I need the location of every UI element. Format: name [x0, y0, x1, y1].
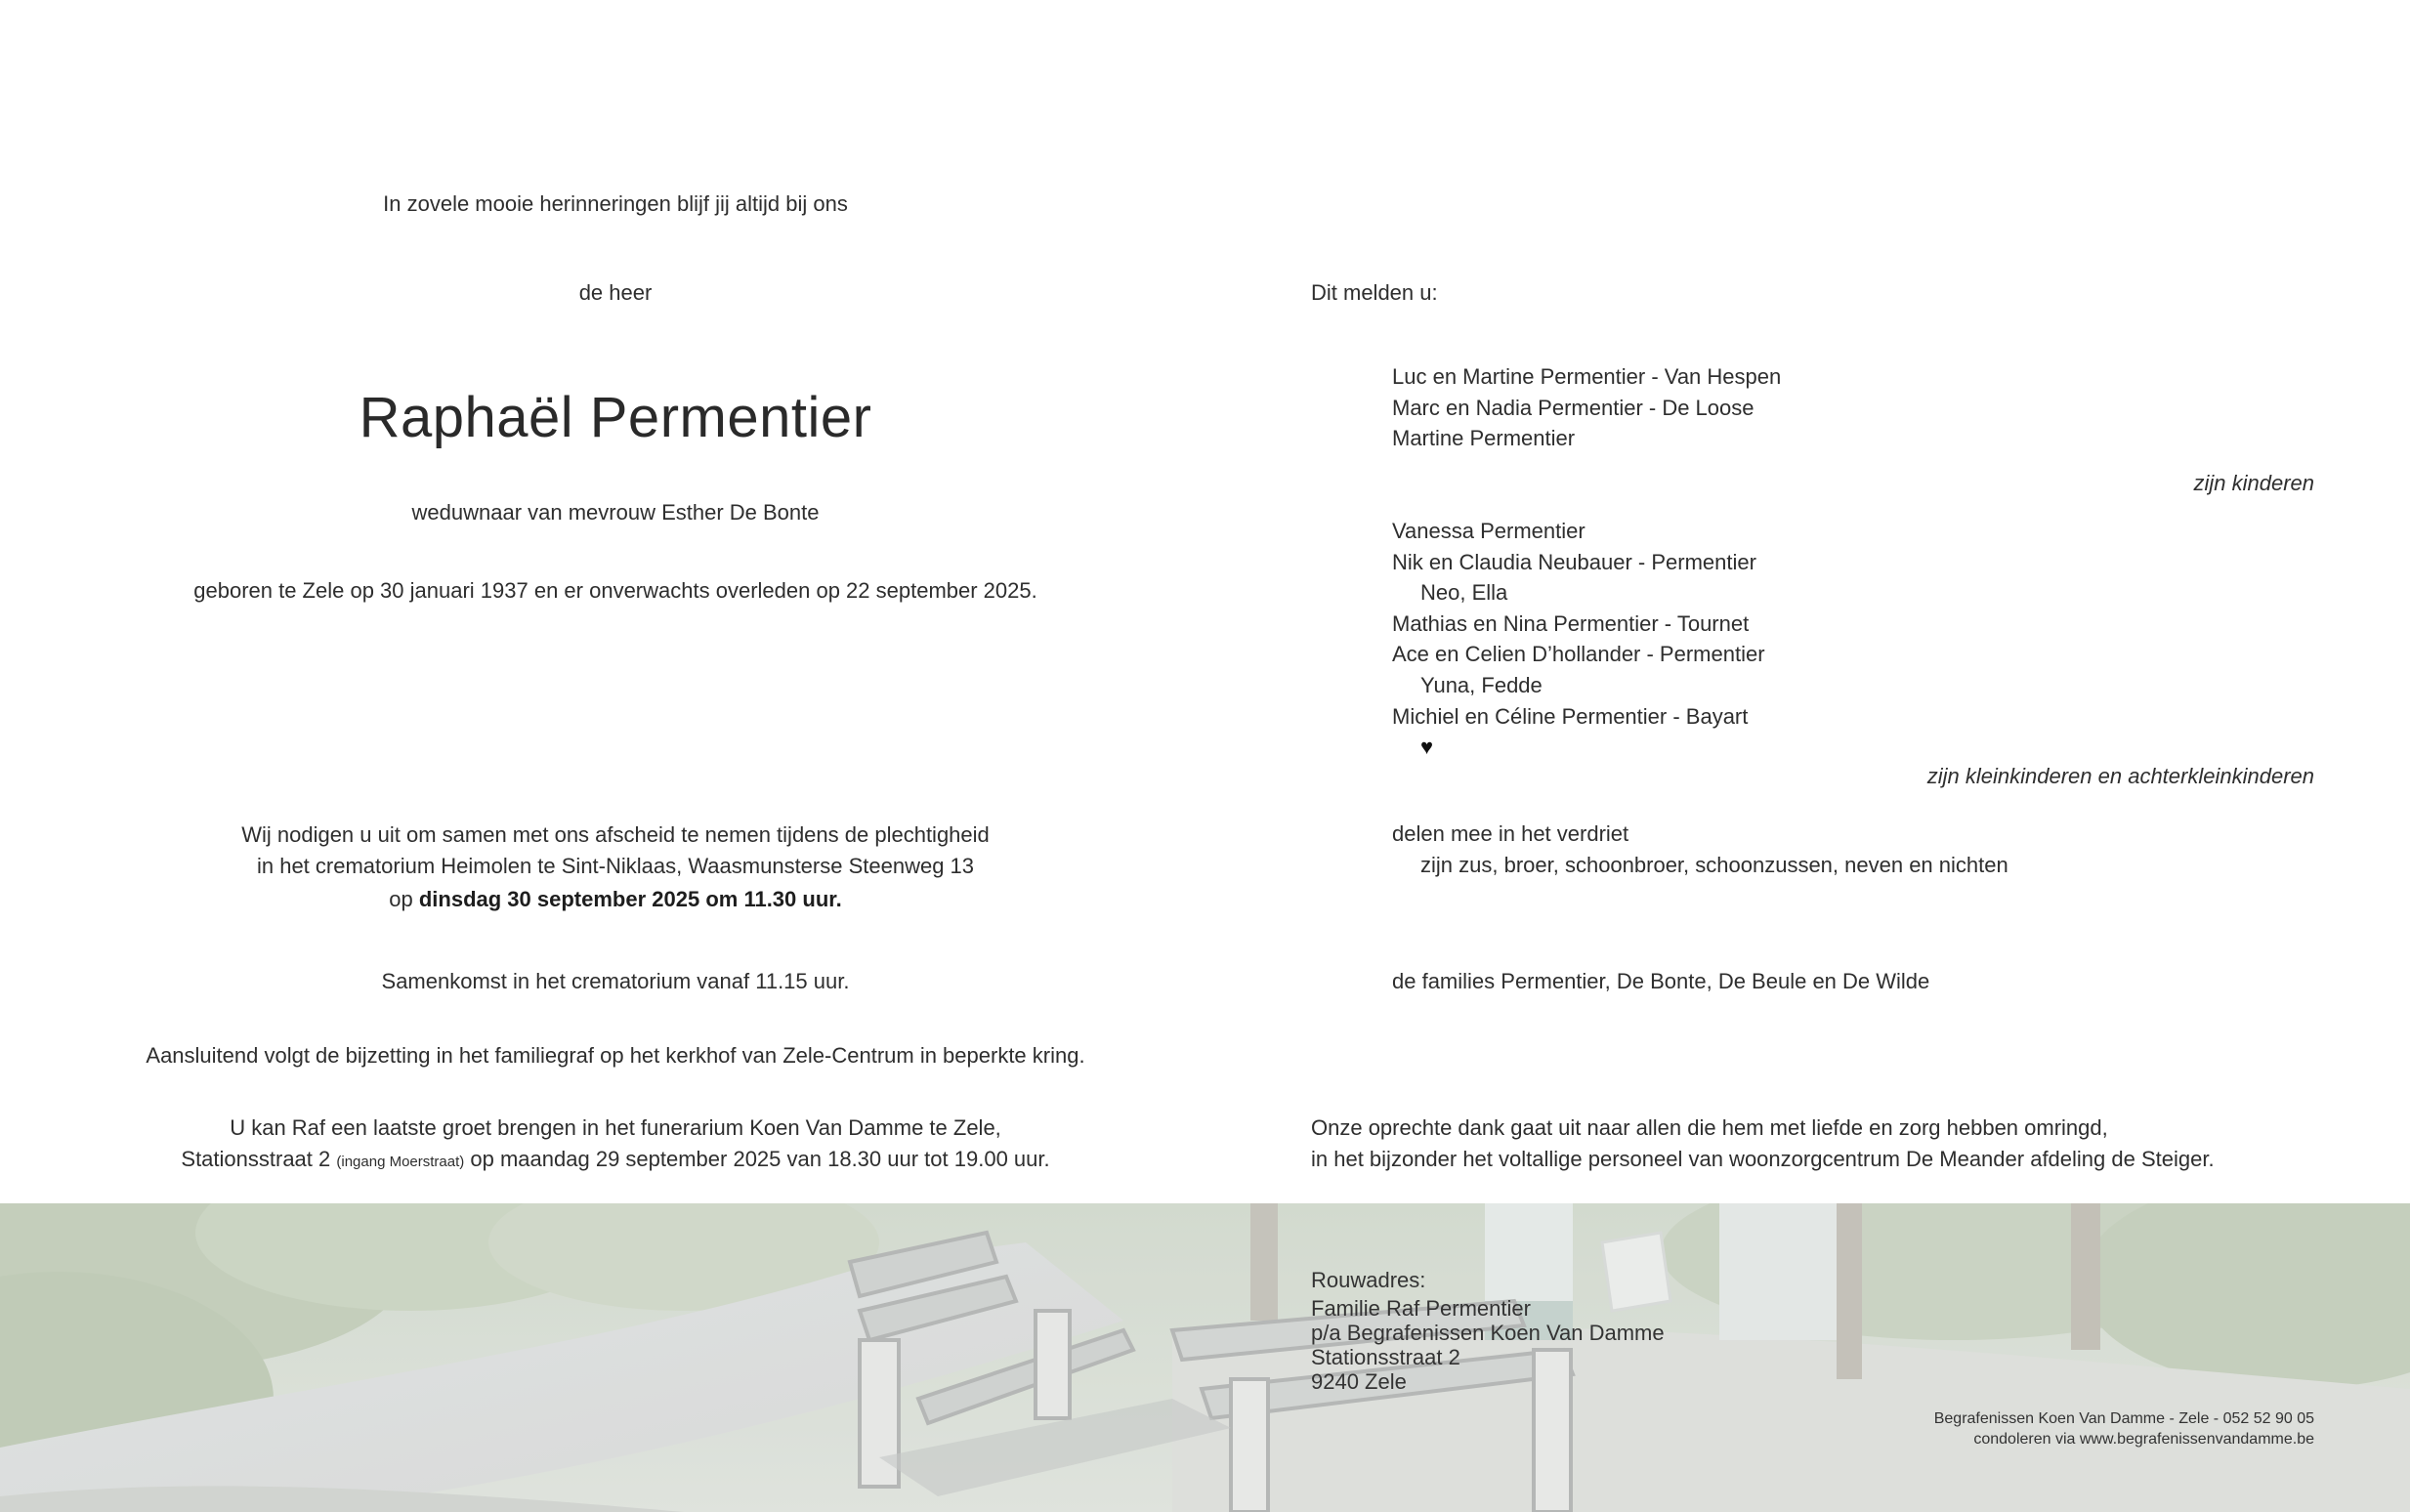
address-line: 9240 Zele — [1311, 1369, 1407, 1394]
grandchildren-label: zijn kleinkinderen en achterkleinkinderen — [1926, 764, 2314, 788]
great-grandchild-entry: Neo, Ella — [1420, 580, 1508, 606]
burial-line: Aansluitend volgt de bijzetting in het familiegraf op het kerkhof van Zele-Centrum in beperkte kring. — [146, 1043, 1085, 1068]
child-name: Marc en Nadia Permentier - De Loose — [1392, 395, 1755, 420]
park-bench-photo — [0, 1203, 2410, 1512]
condolence-link[interactable]: condoleren via www.begrafenissenvandamme.be — [1973, 1431, 2314, 1448]
salutation: de heer — [578, 280, 653, 305]
grandchild-entry: Mathias en Nina Permentier - Tournet — [1392, 610, 1750, 636]
great-grandchild-entry: Yuna, Fedde — [1420, 672, 1543, 697]
invite-prefix: op — [389, 887, 419, 911]
invite-line-3 — [0, 887, 1231, 912]
visit-time: op maandag 29 september 2025 van 18.30 uur tot 19.00 uur. — [464, 1147, 1050, 1171]
thanks-line-2: in het bijzonder het voltallige personeel van woonzorgcentrum De Meander afdeling de Steiger. — [1311, 1147, 2215, 1171]
grandchild-entry: Michiel en Céline Permentier - Bayart — [1392, 703, 1749, 729]
address-line: p/a Begrafenissen Koen Van Damme — [1311, 1321, 1665, 1345]
children-list — [1392, 361, 1781, 454]
child-name: Luc en Martine Permentier - Van Hespen — [1392, 364, 1782, 389]
visit-entrance-note: (ingang Moerstraat) — [336, 1154, 465, 1170]
gathering-line: Samenkomst in het crematorium vanaf 11.15 uur. — [381, 969, 850, 993]
visit-address: Stationsstraat 2 — [181, 1147, 337, 1171]
address-line: Familie Raf Permentier — [1311, 1296, 1531, 1321]
families-line: de families Permentier, De Bonte, De Beule en De Wilde — [1392, 969, 1930, 993]
heart-icon: ♥ — [1420, 735, 1434, 760]
announce-heading: Dit melden u: — [1311, 280, 1438, 305]
address-line: Stationsstraat 2 — [1311, 1345, 1460, 1369]
grandchildren-list — [1392, 516, 1765, 763]
thanks-line-1: Onze oprechte dank gaat uit naar allen die hem met liefde en zorg hebben omringd, — [1311, 1115, 2108, 1140]
address-label: Rouwadres: — [1311, 1268, 1426, 1292]
deceased-name: Raphaël Permentier — [359, 386, 872, 449]
widower-line: weduwnaar van mevrouw Esther De Bonte — [411, 500, 820, 525]
motto: In zovele mooie herinneringen blijf jij altijd bij ons — [383, 191, 848, 216]
grandchild-entry: Nik en Claudia Neubauer - Permentier — [1392, 549, 1756, 574]
sharing-line: delen mee in het verdriet — [1392, 821, 1629, 846]
invite-line-2: in het crematorium Heimolen te Sint-Niklaas, Waasmunsterse Steenweg 13 — [256, 854, 975, 878]
grandchild-entry: Vanessa Permentier — [1392, 519, 1586, 543]
ceremony-datetime: dinsdag 30 september 2025 om 11.30 uur. — [418, 887, 842, 911]
mourning-address — [1311, 1268, 1665, 1394]
invite-line-1: Wij nodigen u uit om samen met ons afscheid te nemen tijdens de plechtigheid — [241, 822, 990, 847]
grandchild-entry: Ace en Celien D’hollander - Permentier — [1392, 642, 1765, 667]
visit-line-1: U kan Raf een laatste groet brengen in het funerarium Koen Van Damme te Zele, — [230, 1115, 1001, 1140]
funeral-home-info — [1934, 1408, 2314, 1449]
birth-death-line: geboren te Zele op 30 januari 1937 en er onverwachts overleden op 22 september 2025. — [193, 578, 1037, 603]
children-label: zijn kinderen — [2193, 471, 2314, 495]
child-name: Martine Permentier — [1392, 426, 1576, 450]
visit-line-2 — [0, 1147, 1231, 1172]
funeral-home-contact: Begrafenissen Koen Van Damme - Zele - 052 52 90 05 — [1933, 1410, 2314, 1427]
sharing-sub-line: zijn zus, broer, schoonbroer, schoonzussen, neven en nichten — [1420, 853, 2008, 877]
